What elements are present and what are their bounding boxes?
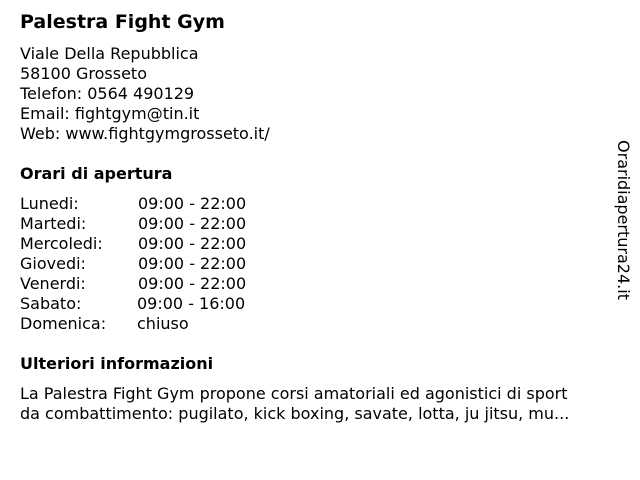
day-label: Domenica: — [20, 314, 107, 333]
contact-block — [20, 44, 270, 144]
day-label: Mercoledi: — [20, 234, 103, 253]
hours-row-wednesday — [20, 234, 320, 254]
day-label: Martedi: — [20, 214, 87, 233]
description-line: La Palestra Fight Gym propone corsi amatoriali ed agonistici di sport — [20, 384, 568, 403]
time-value: 09:00 - 22:00 — [138, 274, 247, 293]
email-line: Email: fightgym@tin.it — [20, 104, 200, 123]
hours-row-saturday — [20, 294, 320, 314]
business-name: Palestra Fight Gym — [20, 11, 225, 33]
city-line: 58100 Grosseto — [20, 64, 147, 83]
day-label: Sabato: — [20, 294, 82, 313]
time-value: chiuso — [137, 314, 189, 333]
time-value: 09:00 - 22:00 — [138, 234, 247, 253]
day-label: Lunedi: — [20, 194, 79, 213]
address-line: Viale Della Repubblica — [20, 44, 199, 63]
more-info-heading: Ulteriori informazioni — [20, 354, 214, 373]
day-label: Venerdi: — [20, 274, 86, 293]
time-value: 09:00 - 22:00 — [138, 214, 247, 233]
web-line: Web: www.fightgymgrosseto.it/ — [20, 124, 270, 143]
opening-hours-heading: Orari di apertura — [20, 164, 173, 183]
phone-line: Telefon: 0564 490129 — [20, 84, 195, 103]
opening-hours-table — [20, 194, 320, 334]
hours-row-sunday — [20, 314, 320, 334]
day-label: Giovedi: — [20, 254, 86, 273]
hours-row-friday — [20, 274, 320, 294]
time-value: 09:00 - 22:00 — [138, 254, 247, 273]
description-line: da combattimento: pugilato, kick boxing, savate, lotta, ju jitsu, mu... — [20, 404, 570, 423]
hours-row-monday — [20, 194, 320, 214]
hours-row-tuesday — [20, 214, 320, 234]
site-watermark: Oraridiapertura24.it — [614, 140, 633, 300]
description-text — [20, 384, 630, 424]
time-value: 09:00 - 22:00 — [138, 194, 247, 213]
time-value: 09:00 - 16:00 — [137, 294, 246, 313]
hours-row-thursday — [20, 254, 320, 274]
